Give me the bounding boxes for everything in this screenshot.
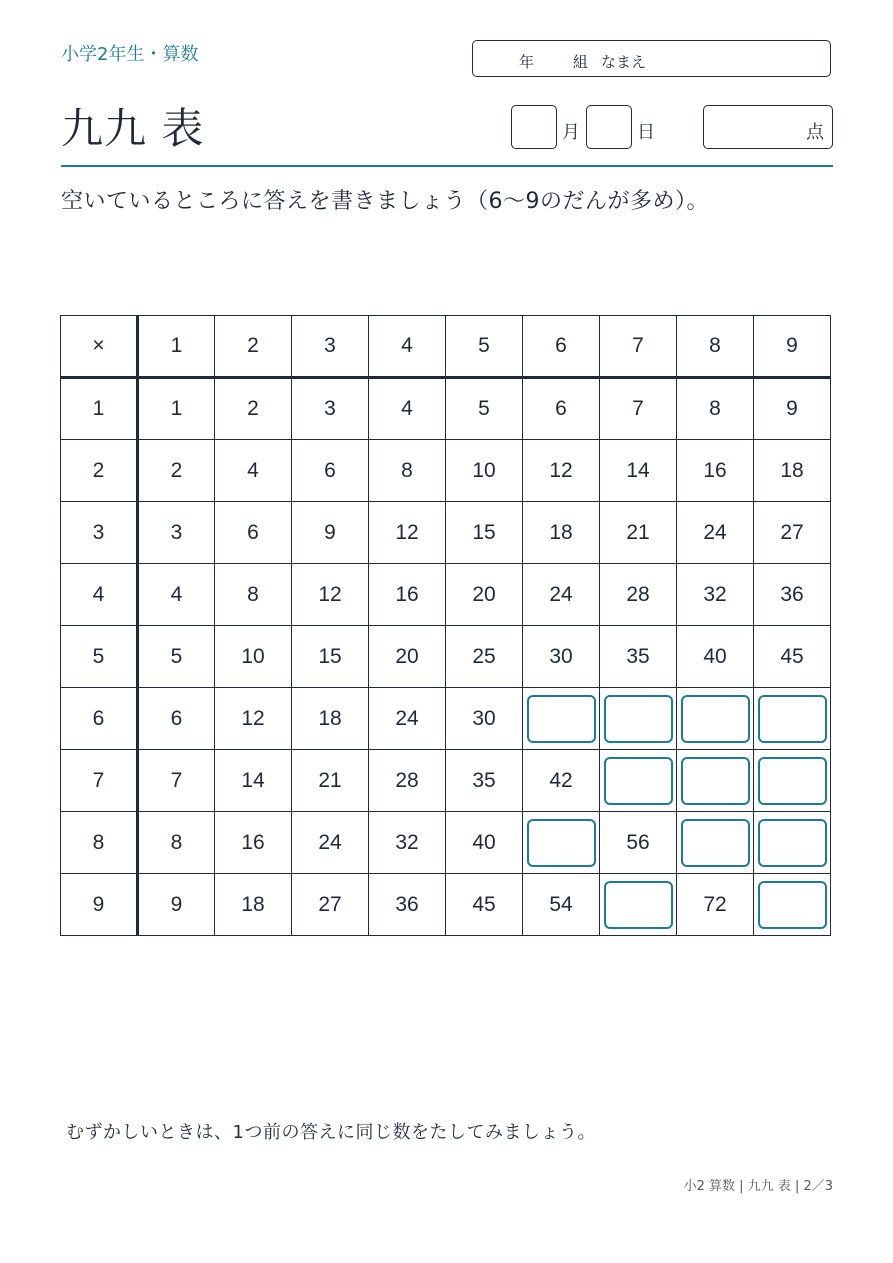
name-label: なまえ <box>601 53 647 71</box>
product-cell: 24 <box>523 564 600 626</box>
page-footer: 小2 算数 | 九九 表 | 2／3 <box>683 1179 833 1194</box>
answer-blank[interactable] <box>681 695 750 743</box>
product-cell: 27 <box>292 874 369 936</box>
table-row <box>61 378 831 440</box>
product-cell: 16 <box>677 440 754 502</box>
product-cell: 21 <box>600 502 677 564</box>
product-cell: 4 <box>138 564 215 626</box>
product-cell: 9 <box>292 502 369 564</box>
answer-cell <box>677 750 754 812</box>
column-header: 3 <box>292 316 369 378</box>
product-cell: 6 <box>215 502 292 564</box>
answer-blank[interactable] <box>758 881 827 929</box>
row-header: 3 <box>61 502 138 564</box>
product-cell: 14 <box>600 440 677 502</box>
header-divider <box>61 165 833 167</box>
product-cell: 14 <box>215 750 292 812</box>
product-cell: 5 <box>138 626 215 688</box>
product-cell: 24 <box>292 812 369 874</box>
product-cell: 1 <box>138 378 215 440</box>
product-cell: 12 <box>292 564 369 626</box>
row-header: 6 <box>61 688 138 750</box>
name-field[interactable] <box>472 40 831 77</box>
row-header: 9 <box>61 874 138 936</box>
answer-cell <box>600 750 677 812</box>
product-cell: 5 <box>446 378 523 440</box>
product-cell: 20 <box>369 626 446 688</box>
product-cell: 32 <box>677 564 754 626</box>
page-title: 九九 表 <box>61 104 205 153</box>
product-cell: 28 <box>369 750 446 812</box>
product-cell: 21 <box>292 750 369 812</box>
table-row <box>61 688 831 750</box>
multiplication-table <box>60 315 831 936</box>
product-cell: 12 <box>523 440 600 502</box>
product-cell: 30 <box>446 688 523 750</box>
product-cell: 8 <box>677 378 754 440</box>
answer-blank[interactable] <box>758 757 827 805</box>
column-header: 5 <box>446 316 523 378</box>
answer-blank[interactable] <box>527 819 596 867</box>
row-header: 1 <box>61 378 138 440</box>
product-cell: 36 <box>754 564 831 626</box>
answer-cell <box>754 874 831 936</box>
answer-blank[interactable] <box>758 819 827 867</box>
product-cell: 3 <box>138 502 215 564</box>
product-cell: 9 <box>138 874 215 936</box>
product-cell: 7 <box>138 750 215 812</box>
product-cell: 56 <box>600 812 677 874</box>
answer-cell <box>600 874 677 936</box>
product-cell: 40 <box>677 626 754 688</box>
product-cell: 40 <box>446 812 523 874</box>
product-cell: 12 <box>369 502 446 564</box>
product-cell: 27 <box>754 502 831 564</box>
product-cell: 15 <box>292 626 369 688</box>
product-cell: 45 <box>446 874 523 936</box>
product-cell: 42 <box>523 750 600 812</box>
column-header: 7 <box>600 316 677 378</box>
row-header: 7 <box>61 750 138 812</box>
month-field[interactable] <box>511 105 557 149</box>
answer-blank[interactable] <box>681 819 750 867</box>
month-label: 月 <box>562 122 580 143</box>
product-cell: 7 <box>600 378 677 440</box>
product-cell: 45 <box>754 626 831 688</box>
product-cell: 72 <box>677 874 754 936</box>
table-row <box>61 812 831 874</box>
product-cell: 16 <box>215 812 292 874</box>
product-cell: 4 <box>215 440 292 502</box>
column-header: 6 <box>523 316 600 378</box>
product-cell: 15 <box>446 502 523 564</box>
hint-text: むずかしいときは、1つ前の答えに同じ数をたしてみましょう。 <box>66 1122 596 1143</box>
table-row <box>61 626 831 688</box>
column-header: 4 <box>369 316 446 378</box>
table-row <box>61 440 831 502</box>
product-cell: 18 <box>292 688 369 750</box>
column-header: 1 <box>138 316 215 378</box>
product-cell: 18 <box>523 502 600 564</box>
product-cell: 2 <box>138 440 215 502</box>
product-cell: 32 <box>369 812 446 874</box>
answer-cell <box>754 688 831 750</box>
table-row <box>61 502 831 564</box>
product-cell: 6 <box>523 378 600 440</box>
product-cell: 12 <box>215 688 292 750</box>
row-header: 8 <box>61 812 138 874</box>
answer-cell <box>754 812 831 874</box>
product-cell: 18 <box>754 440 831 502</box>
score-field[interactable] <box>703 105 833 149</box>
product-cell: 3 <box>292 378 369 440</box>
product-cell: 30 <box>523 626 600 688</box>
product-cell: 8 <box>215 564 292 626</box>
answer-blank[interactable] <box>527 695 596 743</box>
answer-blank[interactable] <box>681 757 750 805</box>
product-cell: 8 <box>138 812 215 874</box>
answer-cell <box>677 688 754 750</box>
answer-cell <box>523 812 600 874</box>
answer-cell <box>677 812 754 874</box>
answer-blank[interactable] <box>604 881 673 929</box>
answer-cell <box>600 688 677 750</box>
product-cell: 25 <box>446 626 523 688</box>
answer-cell <box>754 750 831 812</box>
product-cell: 9 <box>754 378 831 440</box>
product-cell: 18 <box>215 874 292 936</box>
answer-blank[interactable] <box>604 757 673 805</box>
product-cell: 24 <box>677 502 754 564</box>
table-row <box>61 874 831 936</box>
product-cell: 36 <box>369 874 446 936</box>
product-cell: 2 <box>215 378 292 440</box>
score-label: 点 <box>806 122 824 143</box>
product-cell: 6 <box>292 440 369 502</box>
product-cell: 35 <box>600 626 677 688</box>
product-cell: 24 <box>369 688 446 750</box>
product-cell: 8 <box>369 440 446 502</box>
product-cell: 54 <box>523 874 600 936</box>
column-header: 2 <box>215 316 292 378</box>
column-header: 8 <box>677 316 754 378</box>
grade-label: 小学2年生・算数 <box>61 44 199 65</box>
product-cell: 10 <box>446 440 523 502</box>
product-cell: 16 <box>369 564 446 626</box>
answer-cell <box>523 688 600 750</box>
answer-blank[interactable] <box>604 695 673 743</box>
product-cell: 20 <box>446 564 523 626</box>
year-label: 年 <box>519 53 535 71</box>
product-cell: 35 <box>446 750 523 812</box>
product-cell: 6 <box>138 688 215 750</box>
day-label: 日 <box>637 122 655 143</box>
instruction-text: 空いているところに答えを書きましょう（6〜9のだんが多め）。 <box>61 189 709 214</box>
column-header: 9 <box>754 316 831 378</box>
table-row <box>61 564 831 626</box>
class-label: 組 <box>573 53 589 71</box>
row-header: 4 <box>61 564 138 626</box>
corner-times-symbol: × <box>61 316 138 378</box>
day-field[interactable] <box>586 105 632 149</box>
table-row <box>61 750 831 812</box>
table-header-row <box>61 316 831 378</box>
product-cell: 10 <box>215 626 292 688</box>
row-header: 5 <box>61 626 138 688</box>
row-header: 2 <box>61 440 138 502</box>
product-cell: 4 <box>369 378 446 440</box>
answer-blank[interactable] <box>758 695 827 743</box>
product-cell: 28 <box>600 564 677 626</box>
